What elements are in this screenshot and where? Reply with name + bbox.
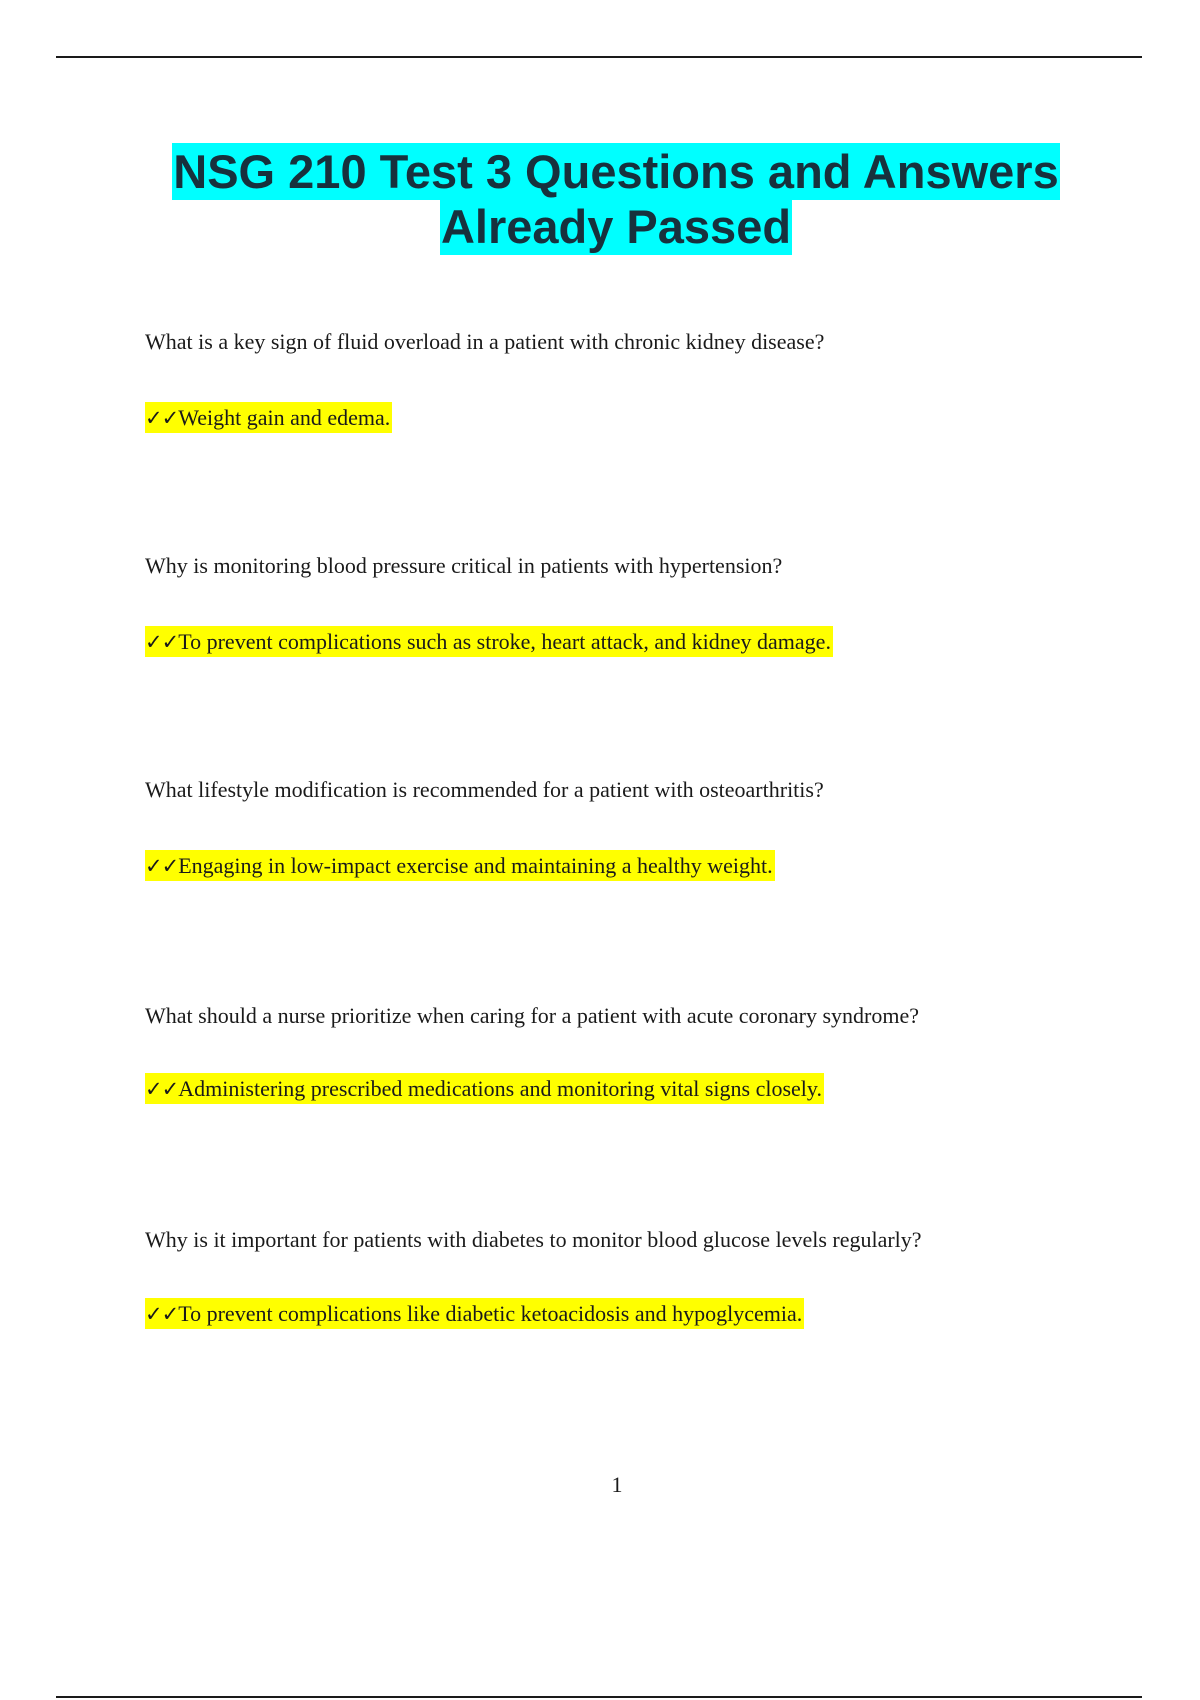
double-check-icon: ✓✓ xyxy=(145,1077,179,1101)
answer-label: Weight gain and edema. xyxy=(178,405,391,430)
answer-text xyxy=(145,853,775,879)
title-line-1: NSG 210 Test 3 Questions and Answers xyxy=(173,145,1059,198)
answer-label: Engaging in low-impact exercise and maintaining a healthy weight. xyxy=(178,853,773,878)
answer-label: To prevent complications like diabetic ketoacidosis and hypoglycemia. xyxy=(178,1301,803,1326)
answer-text xyxy=(145,1301,804,1327)
answer-text xyxy=(145,405,392,431)
answer-highlight xyxy=(145,402,392,433)
double-check-icon: ✓✓ xyxy=(145,1302,179,1326)
page-number: 1 xyxy=(611,1472,623,1497)
question-text: Why is monitoring blood pressure critical in patients with hypertension? xyxy=(145,553,783,578)
double-check-icon: ✓✓ xyxy=(145,630,179,654)
answer-highlight xyxy=(145,1298,804,1329)
question-text: What lifestyle modification is recommended for a patient with osteoarthritis? xyxy=(145,777,824,802)
answer-label: Administering prescribed medications and monitoring vital signs closely. xyxy=(178,1076,822,1101)
question-text: What is a key sign of fluid overload in a patient with chronic kidney disease? xyxy=(145,329,825,354)
double-check-icon: ✓✓ xyxy=(145,406,179,430)
answer-text xyxy=(145,1076,824,1102)
answer-text xyxy=(145,629,833,655)
title-line-2: Already Passed xyxy=(440,200,792,253)
answer-highlight xyxy=(145,626,833,657)
answer-highlight xyxy=(145,850,775,881)
bottom-rule xyxy=(56,1696,1142,1698)
double-check-icon: ✓✓ xyxy=(145,854,179,878)
answer-label: To prevent complications such as stroke, heart attack, and kidney damage. xyxy=(178,629,831,654)
question-text: Why is it important for patients with diabetes to monitor blood glucose levels regularly? xyxy=(145,1227,922,1252)
question-text: What should a nurse prioritize when caring for a patient with acute coronary syndrome? xyxy=(145,1003,919,1028)
answer-highlight xyxy=(145,1073,824,1104)
document-title xyxy=(56,144,1176,254)
top-rule xyxy=(56,56,1142,58)
